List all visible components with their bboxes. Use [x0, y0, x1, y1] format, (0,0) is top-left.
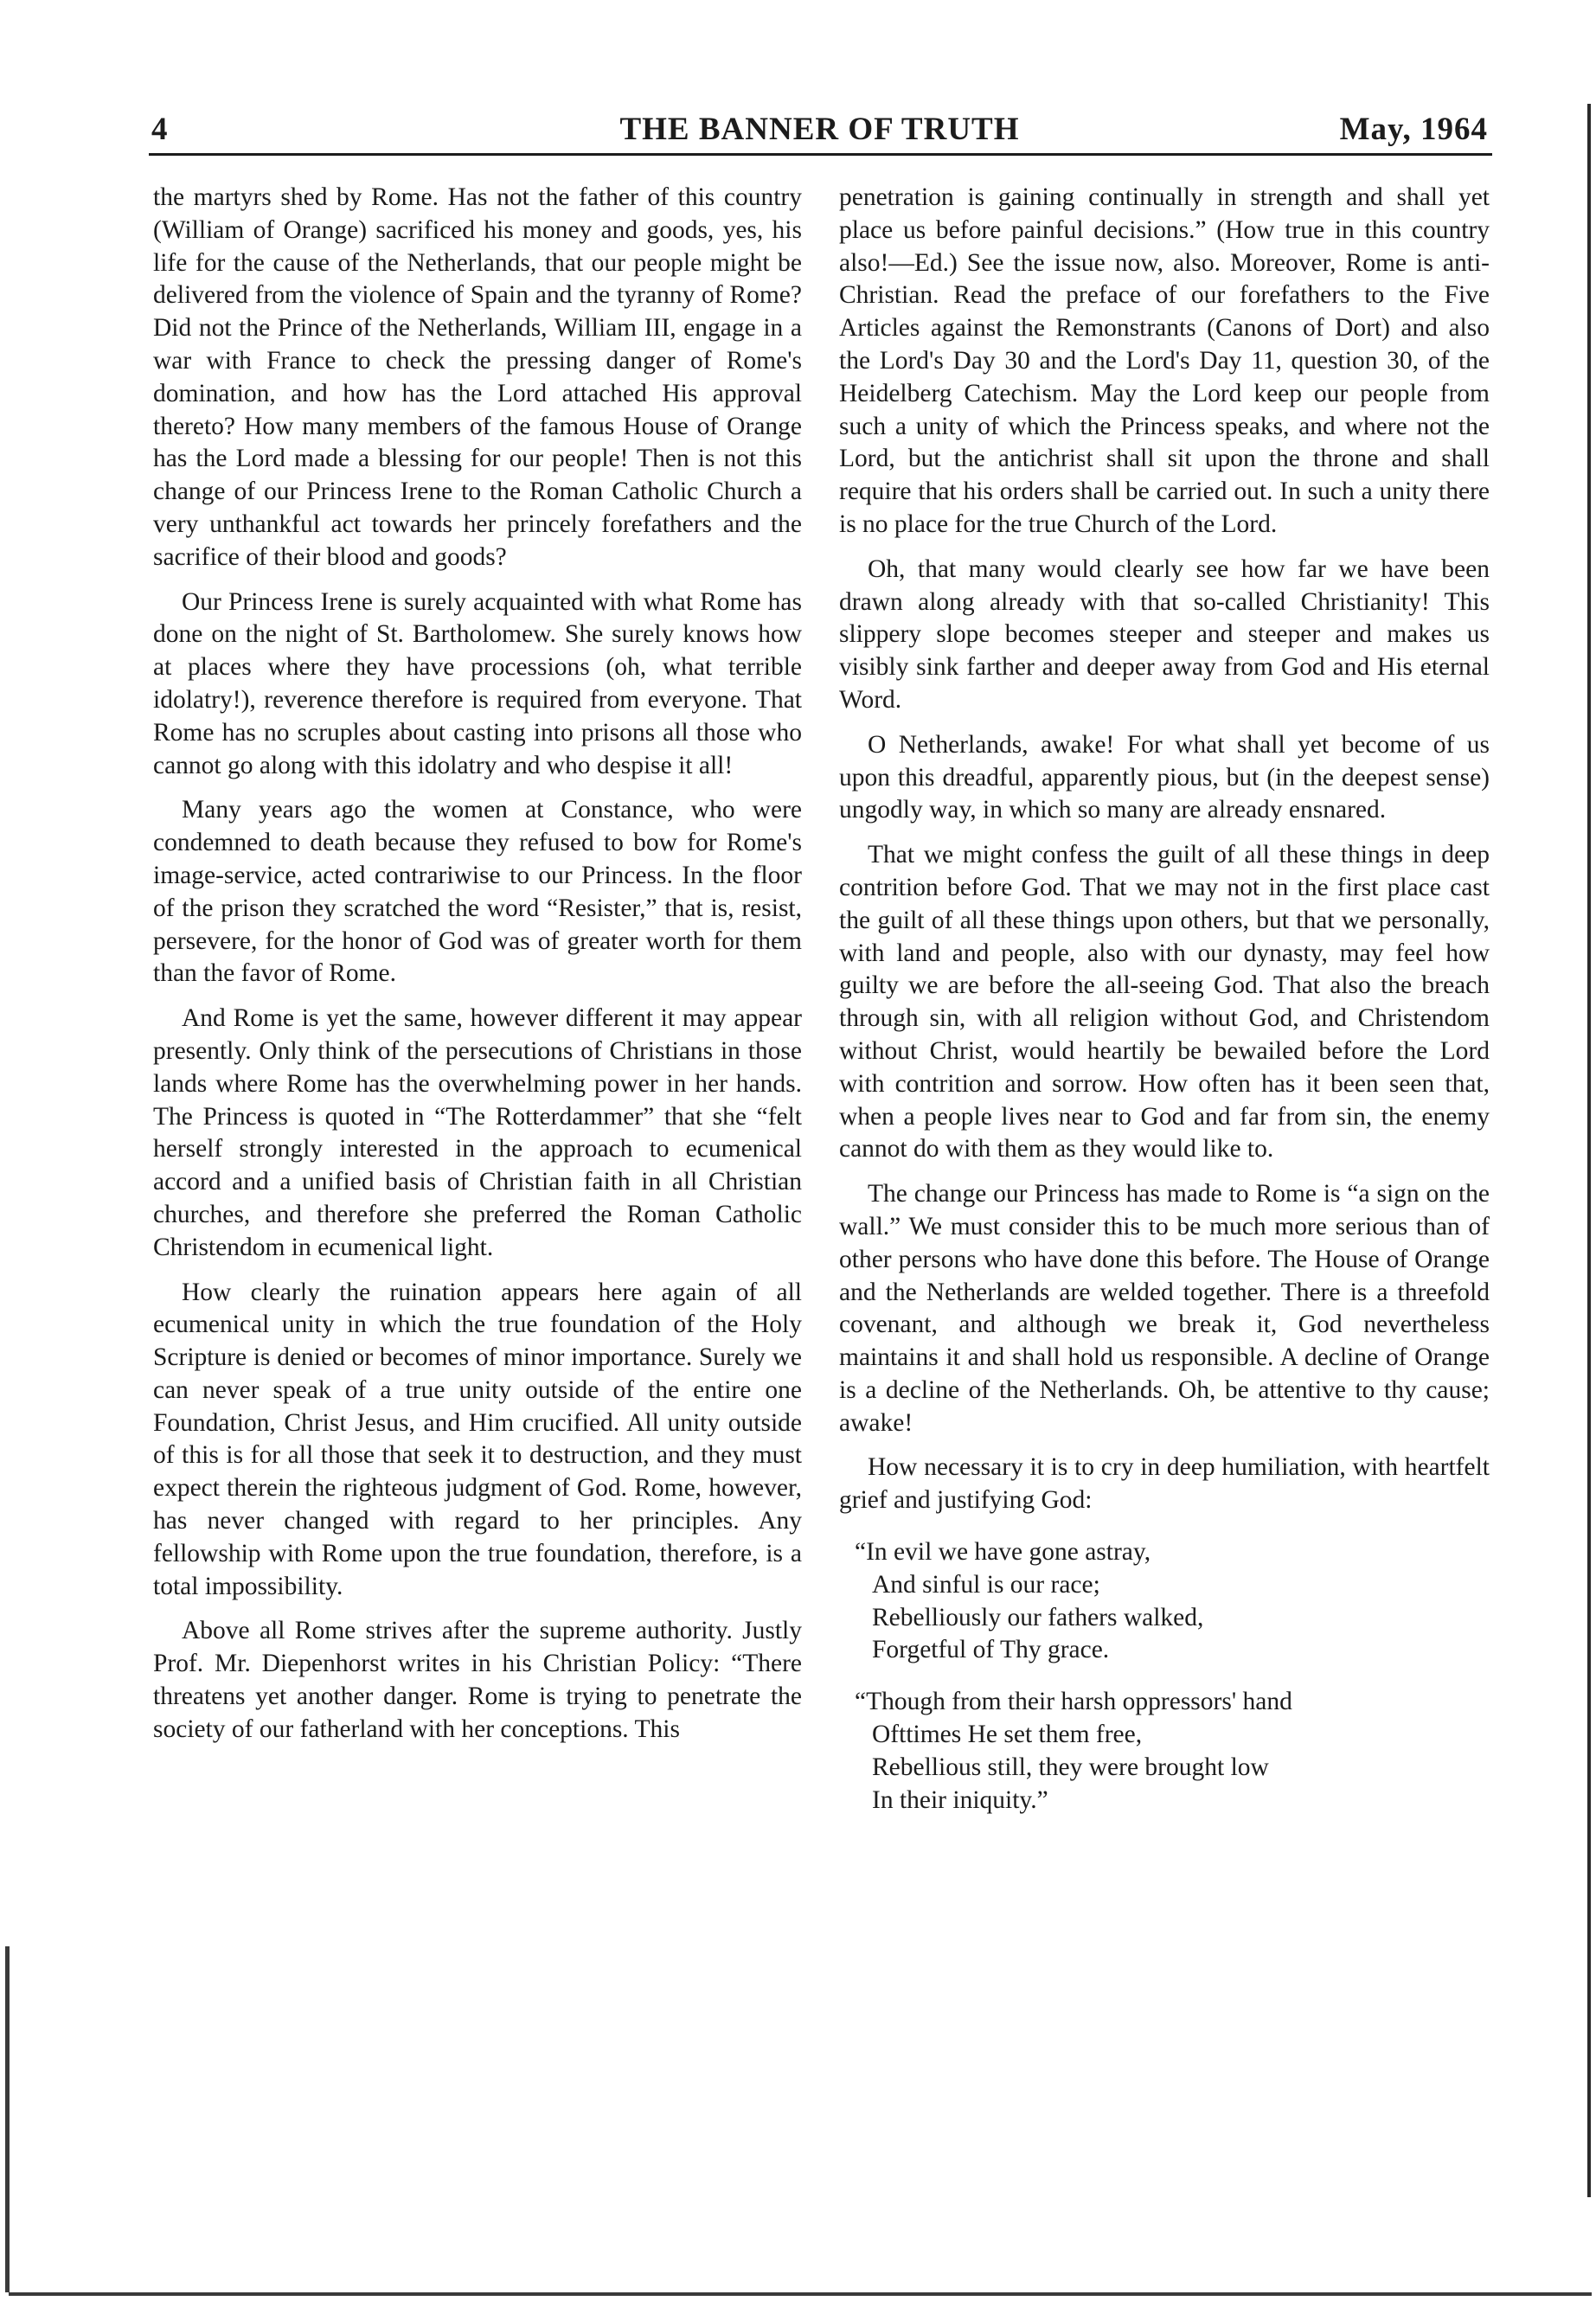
paragraph: O Netherlands, awake! For what shall yet become of us upon this dreadful, apparently pious, but (in the deepest sense) ungodly way, in which so many are already ensnared. — [839, 730, 1490, 824]
page-edge-left — [5, 1946, 10, 2292]
paragraph: Above all Rome strives after the supreme authority. Justly Prof. Mr. Diepenhorst writes in his Christian Policy: “There threatens yet another danger. Rome is trying to penetrate the society of our fatherland with her conceptions. This — [153, 1617, 802, 1743]
page-edge-bottom — [9, 2292, 1592, 2296]
paragraph: The change our Princess has made to Rome is “a sign on the wall.” We must consider this to be much more serious than of other persons who have done this before. The House of Orange and the Netherlands are welded together. There is a threefold covenant, and although we break it, God nevertheless maintains it and shall hold us responsible. A decline of Orange is a decline of the Netherlands. Oh, be attentive to thy cause; awake! — [839, 1180, 1490, 1437]
verse-line: “In evil we have gone astray, — [855, 1538, 1151, 1567]
verse-line: Rebelliously our fathers walked, — [872, 1603, 1204, 1631]
verse-line: Rebellious still, they were brought low — [872, 1753, 1269, 1781]
header-rule — [149, 153, 1492, 156]
verse-line: Ofttimes He set them free, — [872, 1721, 1143, 1749]
verse-line: In their iniquity.” — [872, 1785, 1048, 1814]
verse-line: “Though from their harsh oppressors' hand — [855, 1688, 1292, 1716]
paragraph: Our Princess Irene is surely acquainted with what Rome has done on the night of St. Bartholomew. She surely knows how at places where they have processions (oh, what terrible idolatry!), reverence therefore is required from everyone. That Rome has no scruples about casting into prisons all those who cannot go along with this idolatry and who despise it all! — [153, 587, 802, 779]
paragraph: Oh, that many would clearly see how far we have been drawn along already with that so-called Christianity! This slippery slope becomes steeper and steeper and makes us visibly sink farther and deeper away from God and His eternal Word. — [839, 554, 1490, 714]
paragraph: And Rome is yet the same, however different it may appear presently. Only think of the persecutions of Christians in those lands where Rome has the overwhelming power in her hands. The Princess is quoted in “The Rotterdammer” that she “felt herself strongly interested in the approach to ecumenical accord and a unified basis of Christian faith in all Christian churches, and therefore she preferred the Roman Catholic Christendom in ecumenical light. — [153, 1004, 802, 1261]
left-column — [153, 182, 802, 1759]
paragraph: How clearly the ruination appears here again of all ecumenical unity in which the true foundation of the Holy Scripture is denied or becomes of minor importance. Surely we can never speak of a true unity outside of the entire one Foundation, Christ Jesus, and Him crucified. All unity outside of this is for all those that seek it to destruction, and they must expect therein the righteous judgment of God. Rome, however, has never changed with regard to her principles. Any fellowship with Rome upon the true foundation, therefore, is a total impossibility. — [153, 1278, 802, 1600]
paragraph: the martyrs shed by Rome. Has not the father of this country (William of Orange) sacrificed his money and goods, yes, his life for the cause of the Netherlands, that our people might be delivered from the violence of Spain and the tyranny of Rome? Did not the Prince of the Netherlands, William III, engage in a war with France to check the pressing danger of Rome's domination, and how has the Lord attached His approval thereto? How many members of the famous House of Orange has the Lord made a blessing for our people! Then is not this change of our Princess Irene to the Roman Catholic Church a very unthankful act towards her princely forefathers and the sacrifice of their blood and goods? — [153, 183, 802, 571]
paragraph: How necessary it is to cry in deep humiliation, with heartfelt grief and justifying God: — [839, 1453, 1490, 1515]
verse-line: And sinful is our race; — [872, 1570, 1100, 1599]
paragraph: That we might confess the guilt of all these things in deep contrition before God. That we may not in the first place cast the guilt of all these things upon others, but that we personally, with land and people, also with our dynasty, may feel how guilty we are before the all-seeing God. That also the breach through sin, with all religion without God, and Christendom without Christ, would heartily be bewailed before the Lord with contrition and sorrow. How often has it been seen that, when a people lives near to God and far from sin, the enemy cannot do with them as they would like to. — [839, 841, 1490, 1163]
page-number: 4 — [151, 112, 169, 147]
paragraph: Many years ago the women at Constance, who were condemned to death because they refused to bow for Rome's image-service, acted contrariwise to our Princess. In the floor of the prison they scratched the word “Resister,” that is, resist, persevere, for the honor of God was of greater worth for them than the favor of Rome. — [153, 796, 802, 988]
paragraph: penetration is gaining continually in strength and shall yet place us before painful decisions.” (How true in this country also!—Ed.) See the issue now, also. Moreover, Rome is anti-Christian. Read the preface of our forefathers to the Five Articles against the Remonstrants (Canons of Dort) and also the Lord's Day 30 and the Lord's Day 11, question 30, of the Heidelberg Catechism. May the Lord keep our people from such a unity of which the Princess speaks, and where not the Lord, but the antichrist shall sit upon the throne and shall require that his orders shall be carried out. In such a unity there is no place for the true Church of the Lord. — [839, 183, 1490, 538]
verse-stanza — [855, 1686, 1490, 1817]
right-column — [839, 182, 1490, 1829]
page-edge-right — [1587, 104, 1591, 2197]
running-header — [151, 111, 1488, 154]
issue-date: May, 1964 — [1339, 112, 1488, 147]
verse-stanza — [855, 1536, 1490, 1667]
publication-title: THE BANNER OF TRUTH — [619, 112, 1020, 147]
verse-line: Forgetful of Thy grace. — [872, 1636, 1110, 1664]
